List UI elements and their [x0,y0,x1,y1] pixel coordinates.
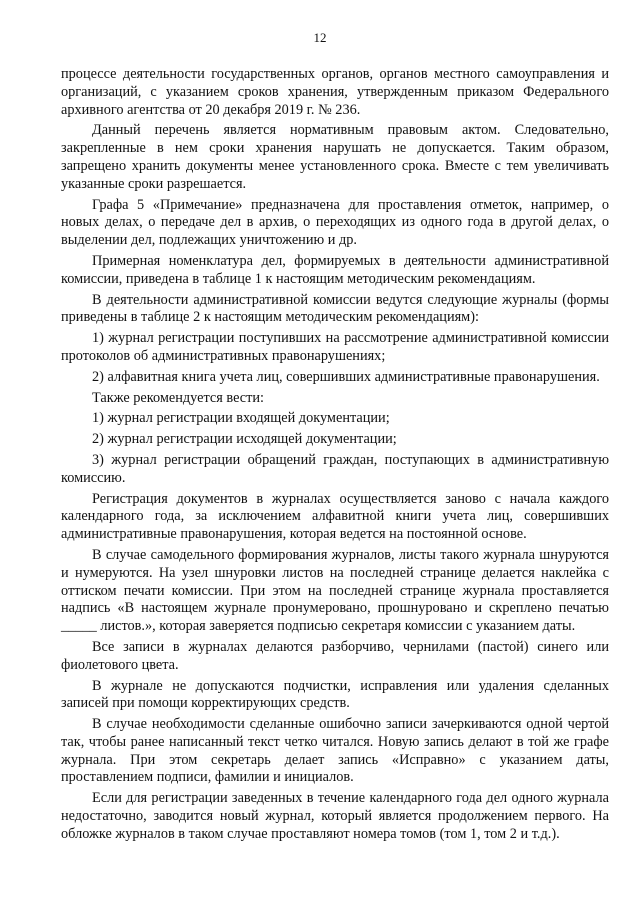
paragraph-registration: Регистрация документов в журналах осуществляется заново с начала каждого календарного года, за исключением алфавитной книги учета лиц, совершивших административные правонарушения, которая ведется на постоянной основе. [61,490,609,543]
paragraph-new-journal: Если для регистрации заведенных в течение календарного года дел одного журнала недостаточно, заводится новый журнал, который является продолжением первого. На обложке журналов в таком случае проставляют номера томов (том 1, том 2 и т.д.). [61,790,609,842]
paragraph-continuation: процессе деятельности государственных органов, органов местного самоуправления и организаций, с указанием сроков хранения, утвержденным приказом Федерального архивного агентства от 20 декабря 2019 г. № 236. [61,66,609,118]
list-item-journal-1: 1) журнал регистрации поступивших на рассмотрение административной комиссии протоколов об административных правонарушениях; [61,330,609,364]
document-body [61,66,609,847]
list-item-recommended-3: 3) журнал регистрации обращений граждан, поступающих в административную комиссию. [61,451,609,486]
list-item-recommended-2: 2) журнал регистрации исходящей документации; [92,431,397,448]
paragraph-ink: Все записи в журналах делаются разборчиво, чернилами (пастой) синего или фиолетового цвета. [61,638,609,673]
paragraph-also-recommended: Также рекомендуется вести: [92,389,264,406]
paragraph-errors: В случае необходимости сделанные ошибочно записи зачеркиваются одной чертой так, чтобы ранее написанный текст четко читался. Новую запись делают в той же графе журнала. При этом секретарь делает запись «Исправно» с указанием даты, проставлением подписи, фамилии и инициалов. [61,716,609,786]
list-item-journal-2: 2) алфавитная книга учета лиц, совершивших административные правонарушения. [92,368,600,385]
paragraph-list-normative: Данный перечень является нормативным правовым актом. Следовательно, закрепленные в нем сроки хранения нарушать не допускается. Таким образом, запрещено хранить документы менее установленного срока. Вместе с тем увеличивать указанные сроки разрешается. [61,122,609,192]
paragraph-no-corrections: В журнале не допускаются подчистки, исправления или удаления сделанных записей при помощи корректирующих средств. [61,677,609,712]
page-number: 12 [313,30,327,45]
paragraph-binding: В случае самодельного формирования журналов, листы такого журнала шнуруются и нумеруются. На узел шнуровки листов на последней странице делается наклейка с оттиском печати комиссии. При этом на последней странице журнала проставляется надпись «В настоящем журнале пронумеровано, прошнуровано и скреплено печатью _____ листов.», которая заверяется подписью секретаря комиссии с указанием даты. [61,546,609,635]
paragraph-journals-intro: В деятельности административной комиссии ведутся следующие журналы (формы приведены в таблице 2 к настоящим методическим рекомендациям): [61,291,609,326]
paragraph-nomenclature: Примерная номенклатура дел, формируемых в деятельности административной комиссии, приведена в таблице 1 к настоящим методическим рекомендациям. [61,252,609,287]
paragraph-column-5: Графа 5 «Примечание» предназначена для проставления отметок, например, о новых делах, о передаче дел в архив, о переходящих из одного года в другой делах, о выделении дел, подлежащих уничтожению и др. [61,196,609,249]
list-item-recommended-1: 1) журнал регистрации входящей документации; [92,410,390,427]
